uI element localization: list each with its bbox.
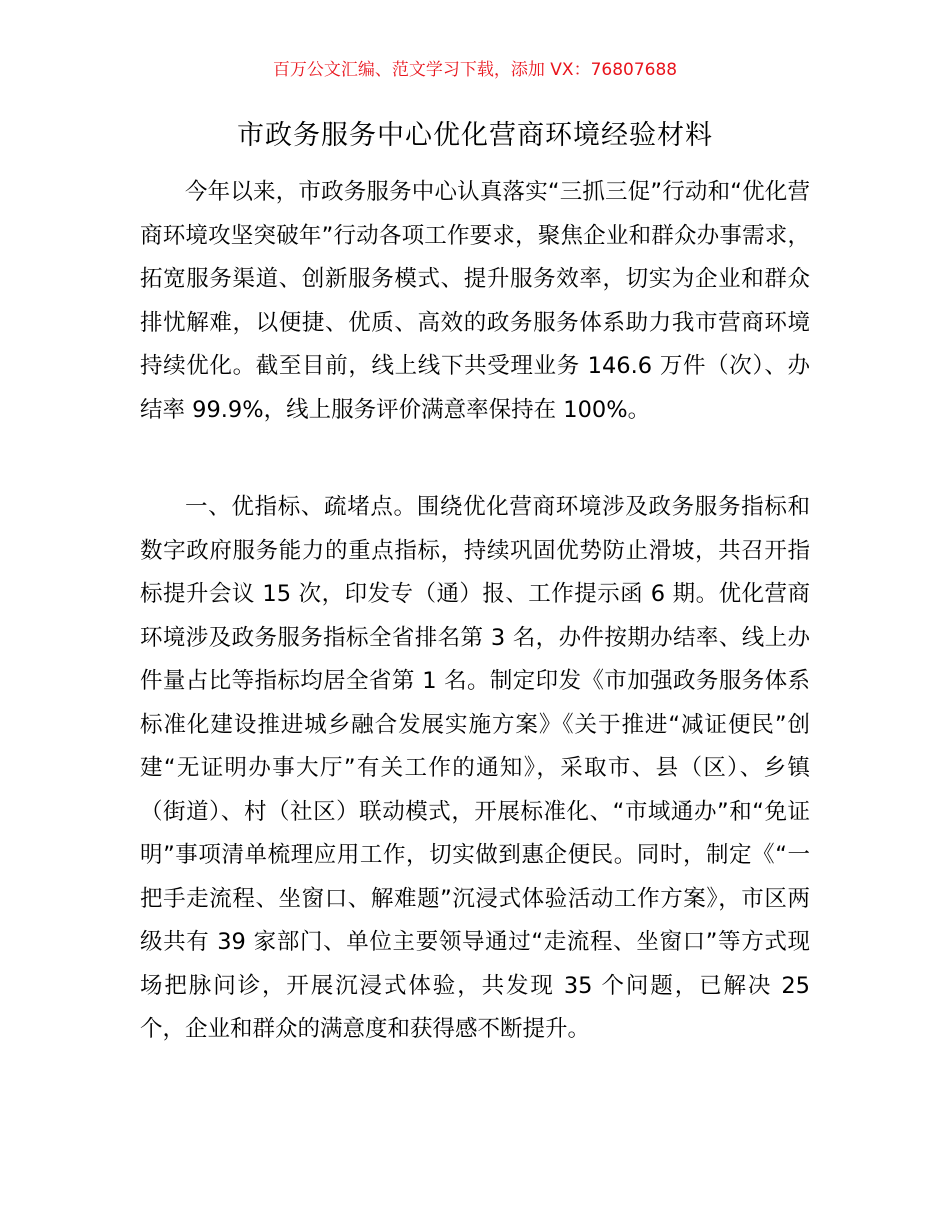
- paragraph-section-1: 一、优指标、疏堵点。围绕优化营商环境涉及政务服务指标和数字政府服务能力的重点指标，持续巩固优势防止滑坡，共召开指标提升会议 15 次，印发专（通）报、工作提示函 6 期。优化营商环境涉及政务服务指标全省排名第 3 名，办件按期办结率、线上办件量占比等指标均居全省第 1 名。制定印发《市加强政务服务体系标准化建设推进城乡融合发展实施方案》《关于推进“减证便民”创建“无证明办事大厅”有关工作的通知》，采取市、县（区）、乡镇（街道）、村（社区）联动模式，开展标准化、“市域通办”和“免证明”事项清单梳理应用工作，切实做到惠企便民。同时，制定《“一把手走流程、坐窗口、解难题”沉浸式体验活动工作方案》，市区两级共有 39 家部门、单位主要领导通过“走流程、坐窗口”等方式现场把脉问诊，开展沉浸式体验，共发现 35 个问题，已解决 25 个，企业和群众的满意度和获得感不断提升。: [140, 494, 810, 1042]
- watermark-banner: 百万公文汇编、范文学习下载，添加 VX：76807688: [272, 60, 678, 80]
- paragraph-intro: 今年以来，市政务服务中心认真落实“三抓三促”行动和“优化营商环境攻坚突破年”行动各项工作要求，聚焦企业和群众办事需求，拓宽服务渠道、创新服务模式、提升服务效率，切实为企业和群众排忧解难，以便捷、优质、高效的政务服务体系助力我市营商环境持续优化。截至目前，线上线下共受理业务 146.6 万件（次）、办结率 99.9%，线上服务评价满意率保持在 100%。: [140, 179, 810, 423]
- document-title: 市政务服务中心优化营商环境经验材料: [237, 120, 713, 151]
